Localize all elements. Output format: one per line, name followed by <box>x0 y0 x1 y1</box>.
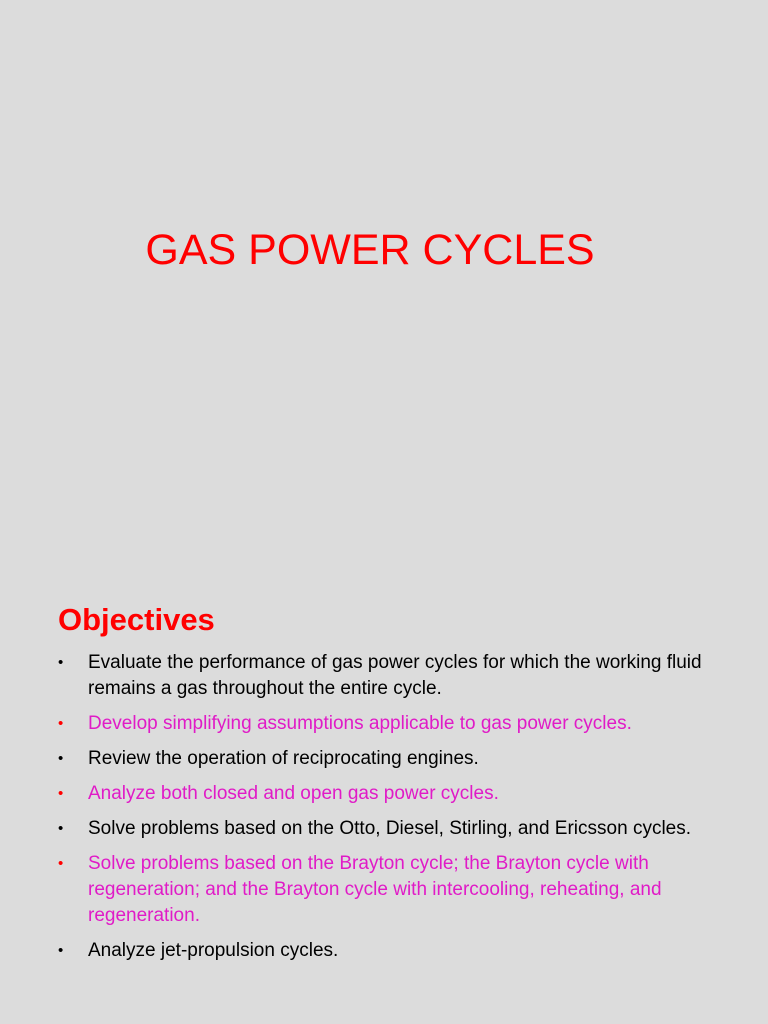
objective-item <box>58 746 708 772</box>
bullet-icon: • <box>58 715 64 732</box>
bullet-icon: • <box>58 820 64 837</box>
objective-item <box>58 650 708 702</box>
bullet-icon: • <box>58 750 64 767</box>
objective-text: Develop simplifying assumptions applicable to gas power cycles. <box>88 713 632 734</box>
bullet-icon: • <box>58 942 64 959</box>
objective-item <box>58 816 708 842</box>
objectives-heading: Objectives <box>58 602 215 637</box>
objective-item <box>58 851 708 929</box>
objective-text: Analyze jet-propulsion cycles. <box>88 940 339 961</box>
objective-text: Analyze both closed and open gas power cycles. <box>88 783 499 804</box>
objective-text: Evaluate the performance of gas power cycles for which the working fluid remains a gas throughout the entire cycle. <box>88 652 702 699</box>
slide-title: GAS POWER CYCLES <box>145 226 595 274</box>
objective-item <box>58 938 708 964</box>
objective-item <box>58 711 708 737</box>
objective-text: Review the operation of reciprocating engines. <box>88 748 479 769</box>
bullet-icon: • <box>58 654 64 671</box>
bullet-icon: • <box>58 855 64 872</box>
objectives-list <box>58 650 708 973</box>
objective-text: Solve problems based on the Brayton cycle; the Brayton cycle with regeneration; and the Brayton cycle with intercooling, reheating, and regeneration. <box>88 853 662 926</box>
objective-item <box>58 781 708 807</box>
objective-text: Solve problems based on the Otto, Diesel, Stirling, and Ericsson cycles. <box>88 818 692 839</box>
bullet-icon: • <box>58 785 64 802</box>
